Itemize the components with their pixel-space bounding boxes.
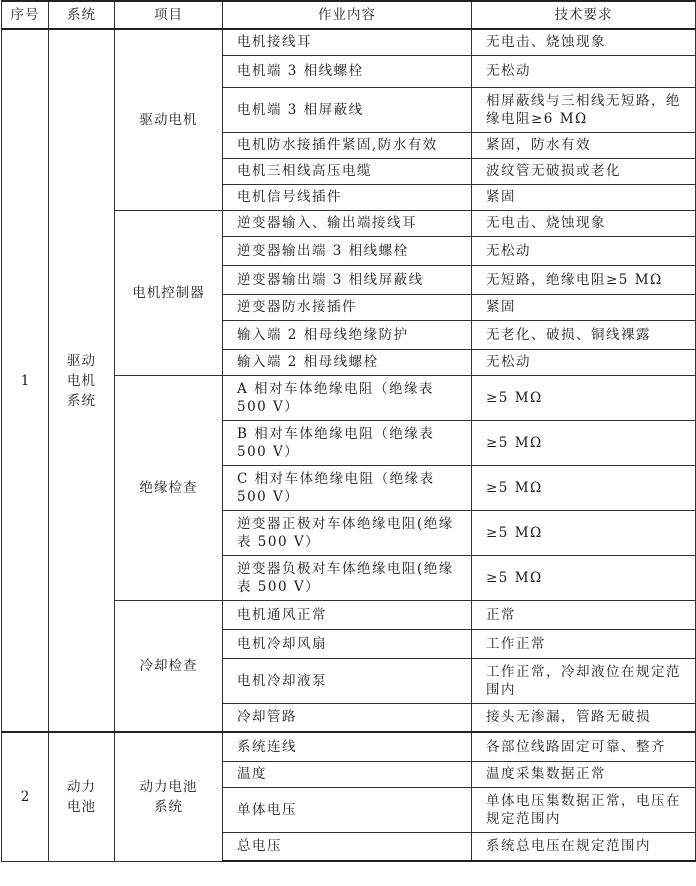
req-text: 无老化、破损、铜线裸露 <box>486 326 651 343</box>
work-cell <box>223 236 472 265</box>
req-text: ≥5 MΩ <box>486 524 543 541</box>
item-name <box>140 777 198 817</box>
req-cell <box>472 29 696 55</box>
req-text: 紧固，防水有效 <box>486 137 591 153</box>
work-cell <box>223 132 472 158</box>
seq-cell <box>2 732 49 861</box>
work-cell <box>223 761 472 787</box>
work-text: 电机端 3 相屏蔽线 <box>237 101 364 118</box>
work-text: 单体电压 <box>237 801 297 818</box>
req-text: 波纹管无破损或老化 <box>486 163 621 179</box>
item-name: 绝缘检查 <box>139 479 198 496</box>
item-name: 电机控制器 <box>132 284 205 301</box>
req-cell <box>472 629 696 658</box>
work-cell <box>223 510 472 555</box>
system-name-line: 电机 <box>67 372 96 389</box>
req-cell <box>472 600 696 629</box>
work-text: 输入端 2 相母线螺栓 <box>237 354 379 370</box>
header-work: 作业内容 <box>223 1 472 29</box>
req-cell <box>472 787 696 832</box>
work-text: 电机冷却风扇 <box>237 635 327 652</box>
table-row <box>2 29 696 55</box>
table-row <box>2 732 696 761</box>
req-text: 无电击、烧蚀现象 <box>486 34 606 51</box>
work-cell <box>223 465 472 510</box>
req-cell <box>472 555 696 600</box>
req-cell <box>472 294 696 320</box>
req-cell <box>472 658 696 703</box>
work-cell <box>223 184 472 210</box>
req-cell <box>472 184 696 210</box>
item-name-line: 动力电池 <box>139 778 198 795</box>
req-cell <box>472 132 696 158</box>
req-text: 系统总电压在规定范围内 <box>486 838 651 855</box>
req-text: 无松动 <box>486 63 531 79</box>
header-item: 项目 <box>115 1 223 29</box>
req-cell <box>472 320 696 349</box>
work-cell <box>223 158 472 184</box>
req-cell <box>472 87 696 132</box>
work-cell <box>223 600 472 629</box>
system-cell <box>49 29 115 732</box>
req-cell <box>472 265 696 294</box>
work-cell <box>223 87 472 132</box>
item-cell <box>115 29 223 210</box>
item-cell <box>115 210 223 375</box>
work-text: 电机接线耳 <box>237 34 312 51</box>
item-name: 冷却检查 <box>139 657 198 674</box>
system-name-line: 电池 <box>67 798 96 815</box>
work-text: 冷却管路 <box>237 709 297 726</box>
req-cell <box>472 236 696 265</box>
work-text: 温度 <box>237 766 267 782</box>
work-text: 逆变器防水接插件 <box>237 299 357 315</box>
work-cell <box>223 832 472 861</box>
work-text: 逆变器输入、输出端接线耳 <box>237 215 417 231</box>
work-cell <box>223 55 472 87</box>
work-text: 逆变器正极对车体绝缘电阻(绝缘表 500 V） <box>237 515 454 550</box>
work-text: C 相对车体绝缘电阻（绝缘表 500 V） <box>237 470 435 505</box>
req-cell <box>472 210 696 236</box>
req-text: 无松动 <box>486 242 531 259</box>
req-cell <box>472 832 696 861</box>
work-cell <box>223 375 472 420</box>
system-name-line: 驱动 <box>67 352 96 369</box>
work-text: 总电压 <box>237 838 282 855</box>
system-name <box>67 777 96 817</box>
req-text: ≥5 MΩ <box>486 434 543 451</box>
work-cell <box>223 420 472 465</box>
work-text: 电机信号线插件 <box>237 189 342 205</box>
req-text: 紧固 <box>486 299 516 315</box>
work-cell <box>223 555 472 600</box>
table-header-row <box>2 1 696 29</box>
req-cell <box>472 158 696 184</box>
work-cell <box>223 29 472 55</box>
work-text: 逆变器负极对车体绝缘电阻(绝缘表 500 V） <box>237 560 454 595</box>
maintenance-table <box>1 0 696 862</box>
req-cell <box>472 375 696 420</box>
system-cell <box>49 732 115 861</box>
work-cell <box>223 294 472 320</box>
work-cell <box>223 787 472 832</box>
work-text: 逆变器输出端 3 相线螺栓 <box>237 242 409 259</box>
system-name-line: 系统 <box>67 392 96 409</box>
req-text: 工作正常 <box>486 635 546 652</box>
system-name <box>67 351 96 411</box>
item-cell <box>115 375 223 600</box>
work-cell <box>223 210 472 236</box>
seq-number: 2 <box>20 788 30 805</box>
work-text: 电机三相线高压电缆 <box>237 163 372 179</box>
req-text: 无短路，绝缘电阻≥5 MΩ <box>486 271 663 288</box>
req-text: 相屏蔽线与三相线无短路，绝缘电阻≥6 MΩ <box>486 92 681 127</box>
req-text: ≥5 MΩ <box>486 479 543 496</box>
req-text: 正常 <box>486 606 516 623</box>
work-text: 输入端 2 相母线绝缘防护 <box>237 326 409 343</box>
req-text: ≥5 MΩ <box>486 389 543 406</box>
work-text: A 相对车体绝缘电阻（绝缘表 500 V） <box>237 380 435 415</box>
item-cell <box>115 600 223 732</box>
work-text: 电机通风正常 <box>237 606 327 623</box>
req-text: 工作正常，冷却液位在规定范围内 <box>486 663 681 698</box>
work-cell <box>223 320 472 349</box>
work-cell <box>223 732 472 761</box>
work-cell <box>223 265 472 294</box>
req-cell <box>472 732 696 761</box>
req-text: 温度采集数据正常 <box>486 766 606 782</box>
req-cell <box>472 510 696 555</box>
work-text: 系统连线 <box>237 738 297 755</box>
req-text: 紧固 <box>486 189 516 205</box>
req-cell <box>472 55 696 87</box>
req-text: 单体电压集数据正常，电压在规定范围内 <box>486 792 681 827</box>
work-text: 电机端 3 相线螺栓 <box>237 63 364 79</box>
item-cell <box>115 732 223 861</box>
work-text: 电机防水接插件紧固,防水有效 <box>237 137 438 153</box>
req-cell <box>472 420 696 465</box>
req-cell <box>472 703 696 732</box>
seq-cell <box>2 29 49 732</box>
work-cell <box>223 703 472 732</box>
work-text: 逆变器输出端 3 相线屏蔽线 <box>237 271 424 288</box>
header-system: 系统 <box>49 1 115 29</box>
work-text: B 相对车体绝缘电阻（绝缘表 500 V） <box>237 425 435 460</box>
req-text: 无松动 <box>486 354 531 370</box>
req-text: 各部位线路固定可靠、整齐 <box>486 738 666 755</box>
req-cell <box>472 465 696 510</box>
req-text: 无电击、烧蚀现象 <box>486 215 606 231</box>
item-name: 驱动电机 <box>139 111 198 128</box>
work-text: 电机冷却液泵 <box>237 672 327 689</box>
req-cell <box>472 349 696 375</box>
header-seq: 序号 <box>2 1 49 29</box>
system-name-line: 动力 <box>67 778 96 795</box>
header-requirement: 技术要求 <box>472 1 696 29</box>
req-text: ≥5 MΩ <box>486 569 543 586</box>
work-cell <box>223 658 472 703</box>
req-text: 接头无渗漏，管路无破损 <box>486 709 651 726</box>
work-cell <box>223 349 472 375</box>
req-cell <box>472 761 696 787</box>
work-cell <box>223 629 472 658</box>
seq-number: 1 <box>20 372 30 389</box>
item-name-line: 系统 <box>154 798 183 815</box>
